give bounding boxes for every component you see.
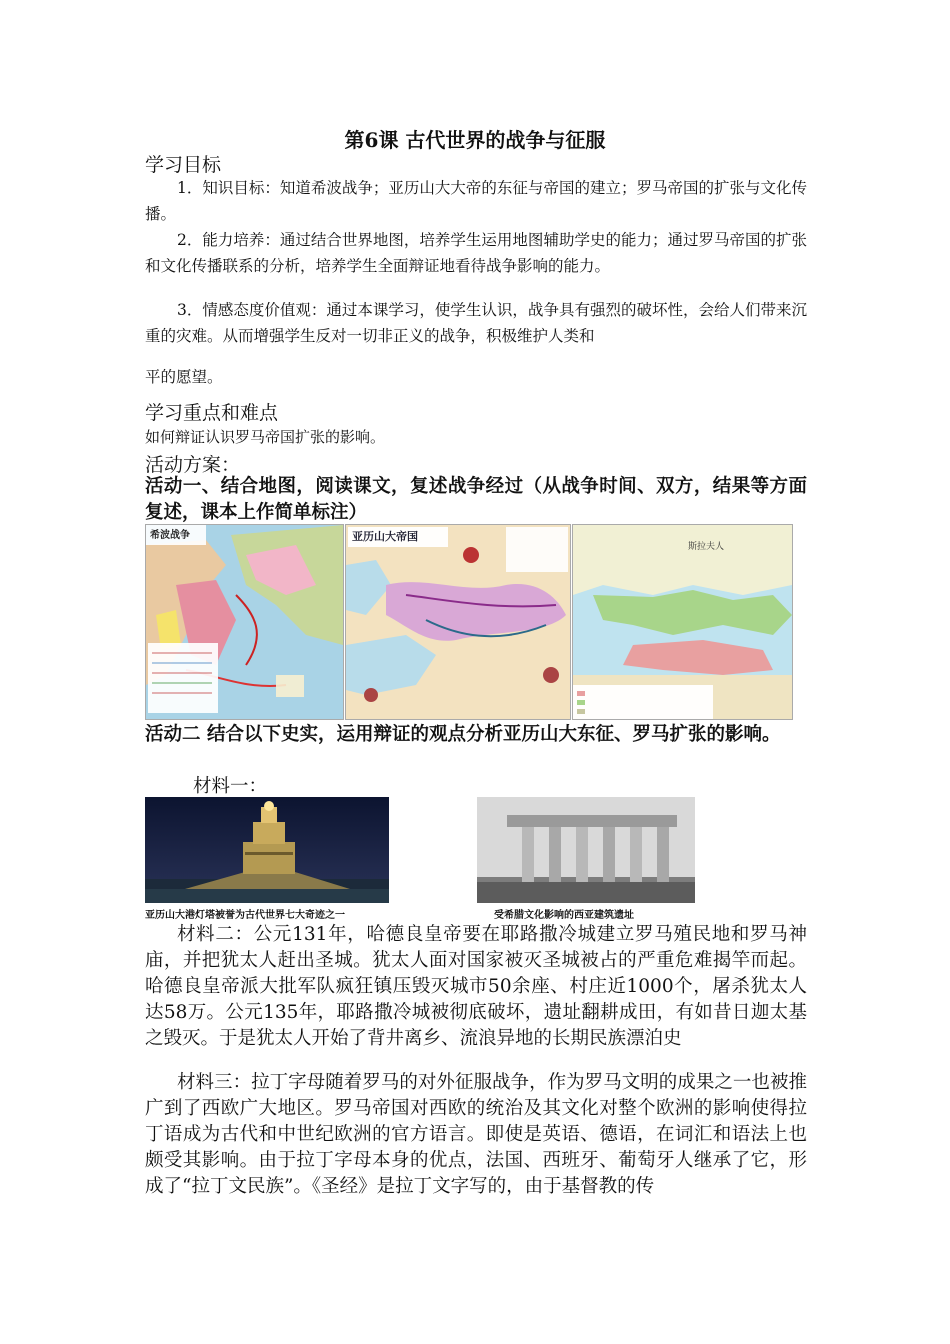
photo-caption-2: 受希腊文化影响的西亚建筑遗址: [494, 910, 634, 921]
photo-caption-1: 亚历山大港灯塔被誉为古代世界七大奇迹之一: [145, 910, 345, 921]
goal-item-1: 1．知识目标：知道希波战争；亚历山大大帝的东征与帝国的建立；罗马帝国的扩张与文化传播。: [145, 179, 807, 223]
map-greco-persian-war: [145, 524, 344, 720]
key-points-text: 如何辩证认识罗马帝国扩张的影响。: [145, 428, 386, 446]
material-1-label: 材料一：: [193, 776, 268, 797]
material-2: 材料二：公元131年，哈德良皇帝要在耶路撒冷城建立罗马殖民地和罗马神庙，并把犹太人赶出圣城。犹太人面对国家被灭圣城被占的严重危难揭竿而起。哈德良皇帝派大批军队疯狂镇压毁灭城市50余座、村庄近1000个，屠杀犹太人达58万。公元135年，耶路撒冷城被彻底破坏，遗址翻耕成田，有如昔日迦太基之毁灭。于是犹太人开始了背井离乡、流浪异地的长期民族漂泊史: [145, 924, 807, 1049]
goal-item-2: 2．能力培养：通过结合世界地图，培养学生运用地图辅助学史的能力；通过罗马帝国的扩张和文化传播联系的分析，培养学生全面辩证地看待战争影响的能力。: [145, 231, 807, 275]
page-title: 第6课 古代世界的战争与征服: [344, 128, 606, 152]
goal-item-3: 3．情感态度价值观：通过本课学习，使学生认识，战争具有强烈的破坏性，会给人们带来沉重的灾难。从而增强学生反对一切非正义的战争，积极维护人类和: [145, 301, 807, 345]
activity-1: 活动一、结合地图，阅读课文，复述战争经过（从战争时间、双方，结果等方面复述，课本上作简单标注）: [145, 476, 807, 523]
plan-heading: 活动方案：: [145, 454, 241, 476]
key-points-heading: 学习重点和难点: [145, 402, 279, 424]
map-roman-empire: [572, 524, 793, 720]
map1-title: 希波战争: [150, 530, 190, 541]
activity-2: 活动二 结合以下史实，运用辩证的观点分析亚历山大东征、罗马扩张的影响。: [145, 724, 781, 745]
map3-label: 斯拉夫人: [688, 542, 725, 552]
goals-heading: 学习目标: [145, 154, 222, 176]
map2-title: 亚历山大帝国: [352, 530, 418, 543]
photo-lighthouse: [145, 797, 389, 903]
photo-ruins: [477, 797, 695, 903]
map-alexander-empire: [345, 524, 571, 720]
goal-last-line: 平的愿望。: [145, 368, 223, 386]
material-3: 材料三：拉丁字母随着罗马的对外征服战争，作为罗马文明的成果之一也被推广到了西欧广大地区。罗马帝国对西欧的统治及其文化对整个欧洲的影响使得拉丁语成为古代和中世纪欧洲的官方语言。即使是英语、德语，在词汇和语法上也颇受其影响。由于拉丁字母本身的优点，法国、西班牙、葡萄牙人继承了它，形成了“拉丁文民族”。《圣经》是拉丁文字写的，由于基督教的传: [145, 1072, 807, 1197]
